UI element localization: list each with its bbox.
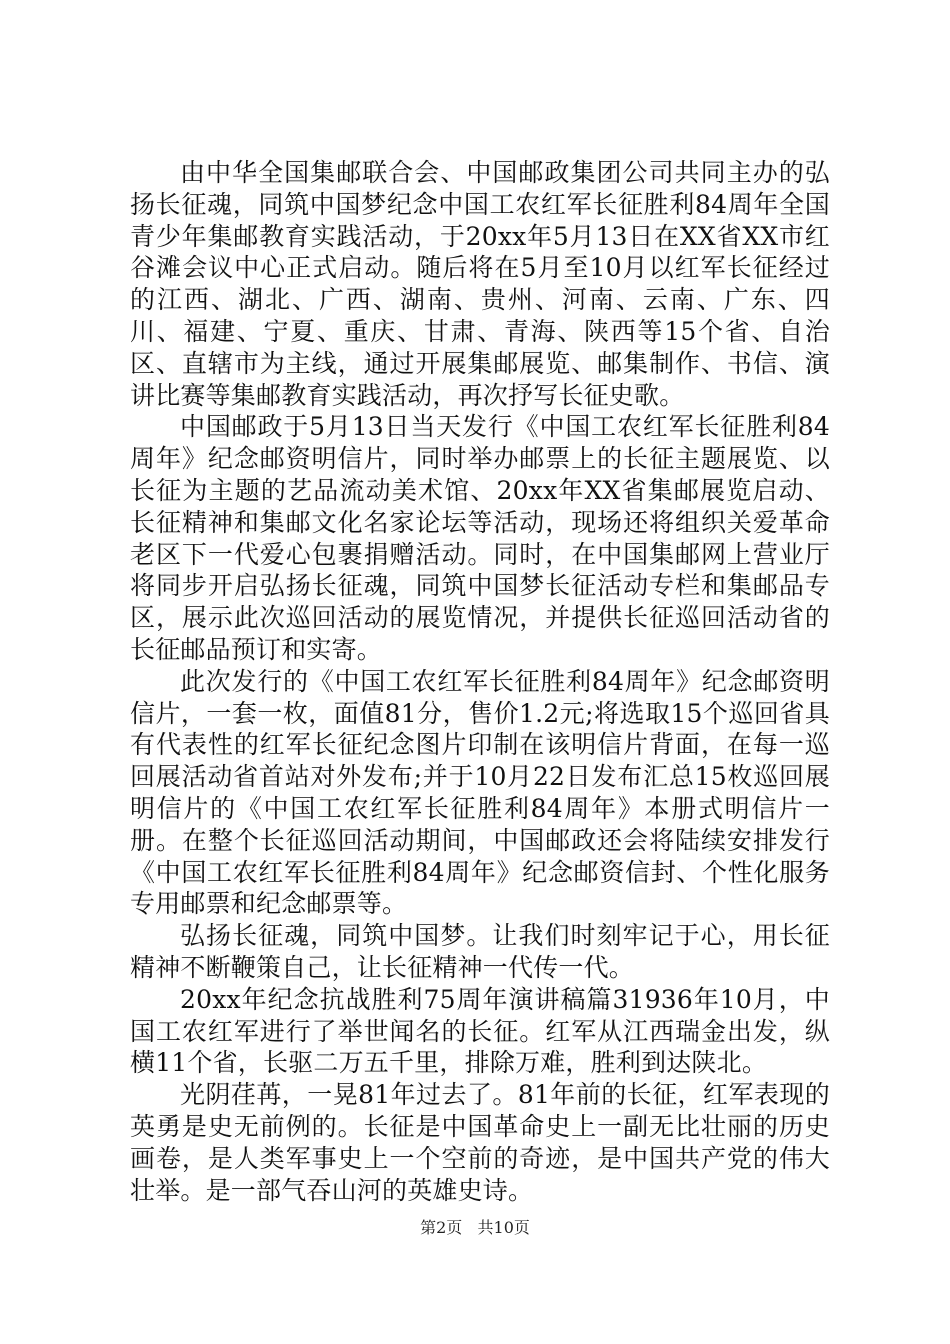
paragraph-1: 由中华全国集邮联合会、中国邮政集团公司共同主办的弘扬长征魂，同筑中国梦纪念中国工农红军长征胜利84周年全国青少年集邮教育实践活动，于20xx年5月13日在XX省XX市红谷滩会议中心正式启动。随后将在5月至10月以红军长征经过的江西、湖北、广西、湖南、贵州、河南、云南、广东、四川、福建、宁夏、重庆、甘肃、青海、陕西等15个省、自治区、直辖市为主线，通过开展集邮展览、邮集制作、书信、演讲比赛等集邮教育实践活动，再次抒写长征史歌。 (130, 158, 830, 410)
page-footer (0, 1218, 950, 1238)
paragraph-5: 20xx年纪念抗战胜利75周年演讲稿篇31936年10月，中国工农红军进行了举世闻名的长征。红军从江西瑞金出发，纵横11个省，长驱二万五千里，排除万难，胜利到达陕北。 (130, 984, 830, 1078)
paragraph-2: 中国邮政于5月13日当天发行《中国工农红军长征胜利84周年》纪念邮资明信片，同时举办邮票上的长征主题展览、以长征为主题的艺品流动美术馆、20xx年XX省集邮展览启动、长征精神和集邮文化名家论坛等活动，现场还将组织关爱革命老区下一代爱心包裹捐赠活动。同时，在中国集邮网上营业厅将同步开启弘扬长征魂，同筑中国梦长征活动专栏和集邮品专区，展示此次巡回活动的展览情况，并提供长征巡回活动省的长征邮品预订和实寄。 (130, 412, 830, 664)
document-body (130, 157, 830, 1206)
paragraph-6: 光阴荏苒，一晃81年过去了。81年前的长征，红军表现的英勇是史无前例的。长征是中国革命史上一副无比壮丽的历史画卷，是人类军事史上一个空前的奇迹，是中国共产党的伟大壮举。是一部气吞山河的英雄史诗。 (130, 1080, 830, 1205)
page-total: 共10页 (477, 1218, 530, 1237)
page-number: 第2页 (420, 1218, 463, 1237)
paragraph-3: 此次发行的《中国工农红军长征胜利84周年》纪念邮资明信片，一套一枚，面值81分，售价1.2元;将选取15个巡回省具有代表性的红军长征纪念图片印制在该明信片背面，在每一巡回展活动省首站对外发布;并于10月22日发布汇总15枚巡回展明信片的《中国工农红军长征胜利84周年》本册式明信片一册。在整个长征巡回活动期间，中国邮政还会将陆续安排发行《中国工农红军长征胜利84周年》纪念邮资信封、个性化服务专用邮票和纪念邮票等。 (130, 666, 830, 919)
page-separator (467, 1218, 472, 1237)
paragraph-4: 弘扬长征魂，同筑中国梦。让我们时刻牢记于心，用长征精神不断鞭策自己，让长征精神一代传一代。 (130, 921, 830, 982)
